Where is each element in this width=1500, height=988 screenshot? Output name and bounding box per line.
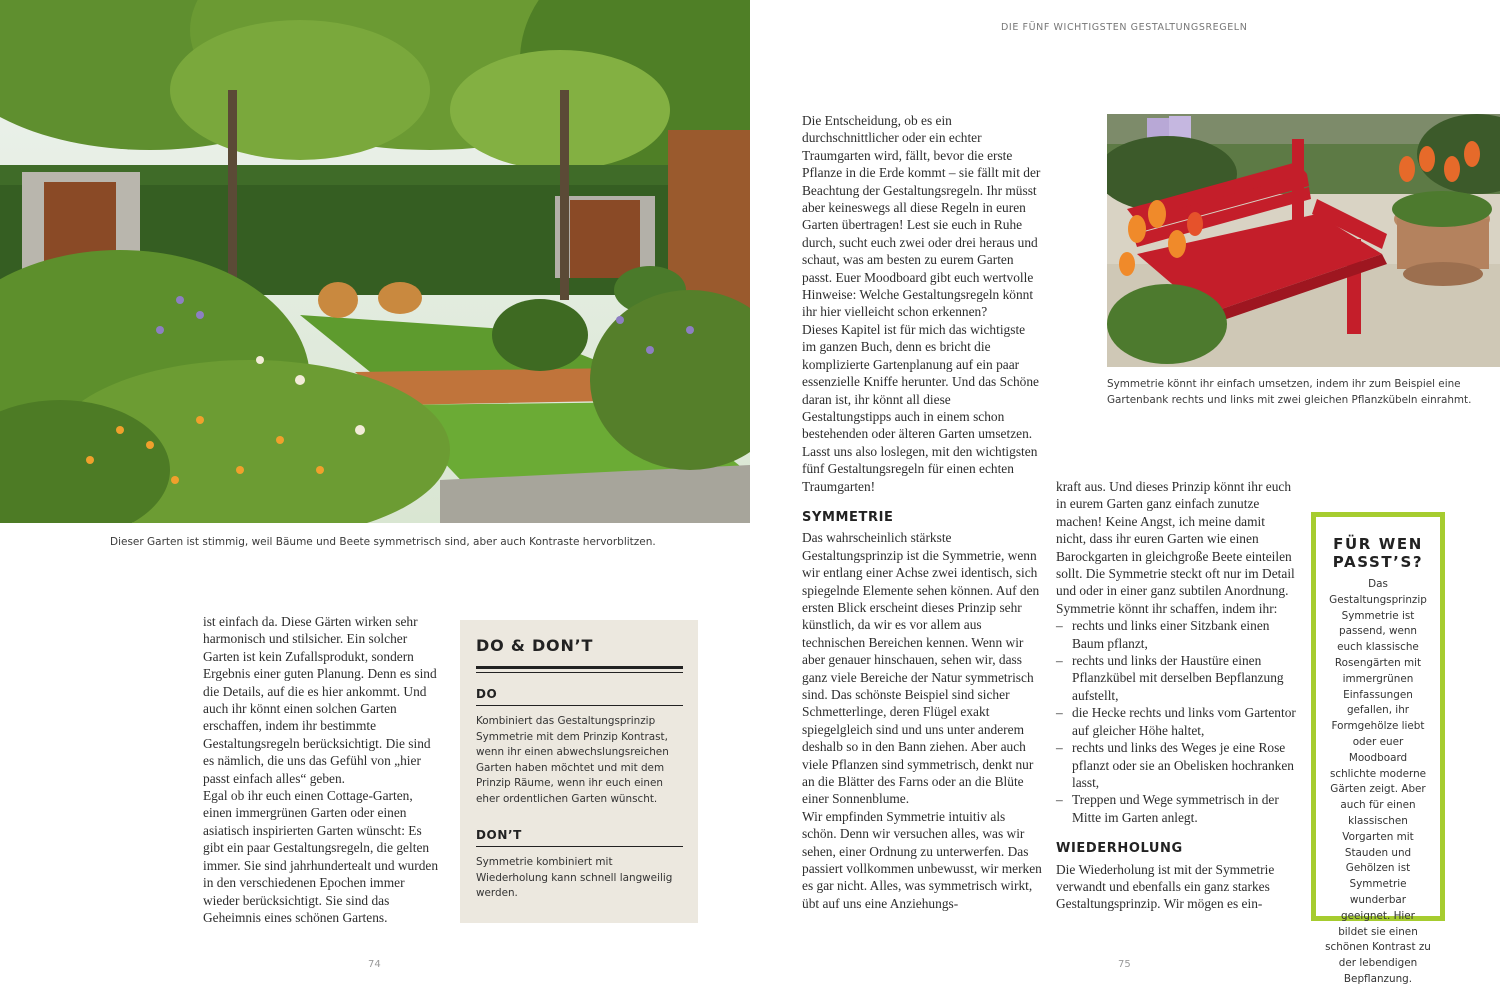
bench-photo [1107, 114, 1500, 367]
page-number-right: 75 [1118, 959, 1131, 970]
bullet-item: – rechts und links der Haustüre einen Pflanzkübel mit derselben Bepflanzung aufstellt, [1056, 652, 1296, 704]
bullet-item: – Treppen und Wege symmetrisch in der Mitte im Garten anlegt. [1056, 791, 1296, 826]
garden-photo [0, 0, 750, 523]
do-dont-title-rule [476, 666, 683, 669]
symmetrie-bullet-list [1056, 617, 1296, 826]
do-rule [476, 705, 683, 706]
dont-text: Symmetrie kombiniert mit Wiederholung kann schnell langweilig werden. [476, 856, 673, 900]
left-paragraph-2: Egal ob ihr euch einen Cottage-Garten, einen immergrünen Garten oder einen asiatisch inspirierten Garten wünscht: Es gibt ein paar Gestaltungsregeln, die gelten immer. Sie sind jahrhundertealt und wurden in den verschiedenen Epochen immer wieder berücksichtigt. Sie sind das Geheimnis eines schönen Gartens. [203, 788, 439, 925]
bullet-item: – rechts und links des Weges je eine Rose pflanzt oder sie an Obelisken hochranken lasst, [1056, 739, 1296, 791]
symmetrie-heading: SYMMETRIE [802, 509, 894, 525]
bullet-item: – die Hecke rechts und links vom Gartentor auf gleicher Höhe haltet, [1056, 704, 1296, 739]
do-dont-box [460, 620, 698, 923]
running-head: DIE FÜNF WICHTIGSTEN GESTALTUNGSREGELN [1001, 22, 1248, 33]
bench-photo-caption: Symmetrie könnt ihr einfach umsetzen, indem ihr zum Beispiel eine Gartenbank rechts und links mit zwei gleichen Pflanzkübeln einrahmt. [1107, 378, 1472, 406]
page-number-left: 74 [368, 959, 381, 970]
do-heading: DO [476, 687, 498, 701]
garden-photo-caption: Dieser Garten ist stimmig, weil Bäume und Beete symmetrisch sind, aber auch Kontraste hervorblitzen. [110, 536, 656, 548]
left-body-text [203, 613, 439, 926]
wiederholung-paragraph: Die Wiederholung ist mit der Symmetrie verwandt und ebenfalls ein ganz starkes Gestaltungsprinzip. Wir mögen es ein- [1056, 861, 1275, 912]
symmetrie-paragraph-1: Das wahrscheinlich stärkste Gestaltungsprinzip ist die Symmetrie, wenn wir entlang einer Achse zwei identisch, sich spiegelnde Elemente sehen können. Auf den ersten Blick erscheint dieses Prinzip sehr künstlich, da wir es vor allem aus technischen Bereichen kennen. Wenn wir aber genauer hinschauen, sehen wir, dass ganz viele Bereiche der Natur symmetrisch sind. Das schönste Beispiel sind sicher Schmetterlinge, deren Flügel exakt spiegelgleich sind und uns unter anderem deshalb so in den Bann ziehen. Aber auch viele Pflanzen sind symmetrisch, denkt nur an die Blätter des Farns oder an die Blüte einer Sonnenblume. [802, 530, 1040, 807]
sidebar-text: Das Gestaltungsprinzip Symmetrie ist passend, wenn euch klassische Rosengärten mit immergrünen Einfassungen gefallen, ihr Formgehölze liebt oder euer Moodboard schlichte moderne Gärten zeigt. Aber auch für einen klassischen Vorgarten mit Stauden und Gehölzen ist Symmetrie wunderbar geeignet. Hier bildet sie einen schönen Kontrast zu der lebendigen Bepflanzung. [1325, 578, 1431, 985]
intro-paragraph-2: Dieses Kapitel ist für mich das wichtigste im ganzen Buch, denn es bricht die komplizierte Gartenplanung auf ein paar essenzielle Kniffe herunter. Und das Schöne daran ist, ihr könnt all diese Gestaltungstipps auch in einem schon bestehenden oder älteren Garten umsetzen. Lasst uns also loslegen, mit den wichtigsten fünf Gestaltungsregeln für einen echten Traumgarten! [802, 321, 1039, 494]
bullet-item: – rechts und links einer Sitzbank einen Baum pflanzt, [1056, 617, 1296, 652]
dont-heading: DON’T [476, 828, 522, 842]
right-column-1 [802, 112, 1042, 912]
right-column-2 [1056, 478, 1296, 913]
intro-paragraph-1: Die Entscheidung, ob es ein durchschnittlicher oder ein echter Traumgarten wird, fällt, bevor die erste Pflanze in die Erde kommt – sie fällt mit der Beachtung der Gestaltungsregeln. Ihr müsst aber keineswegs all diese Regeln in euren Garten übertragen! Lest sie euch in Ruhe durch, sucht euch zwei oder drei heraus und schaut, was am besten zu eurem Garten passt. Euer Moodboard gibt euch wertvolle Hinweise: Welche Gestaltungsregeln könnt ihr hier vielleicht schon erkennen? [802, 113, 1041, 320]
symmetrie-paragraph-2: Wir empfinden Symmetrie intuitiv als schön. Denn wir versuchen alles, was wir sehen, einer Ordnung zu unterwerfen. Das passiert vollkommen unbewusst, wir merken es gar nicht. Alles, was symmetrisch wirkt, übt auf uns eine Anziehungs- [802, 808, 1042, 911]
left-paragraph-1: ist einfach da. Diese Gärten wirken sehr harmonisch und stilsicher. Ein solcher Garten ist kein Zufallsprodukt, sondern Ergebnis einer guten Planung. Denn es sind die Details, auf die es hier ankommt. Und auch ihr könnt einen solchen Garten erschaffen, indem ihr bestimmte Gestaltungsregeln berücksichtigt. Die sind es nämlich, die uns das Gefühl von „hier passt einfach alles“ geben. [203, 614, 437, 786]
garden-illustration [0, 0, 750, 523]
fuer-wen-passts-box [1311, 512, 1445, 985]
do-dont-title: DO & DON’T [476, 636, 594, 655]
sidebar-title: FÜR WEN PASST’S? [1332, 535, 1424, 571]
do-text: Kombiniert das Gestaltungsprinzip Symmetrie mit dem Prinzip Kontrast, wenn ihr einen abwechslungsreichen Garten haben möchtet und mit dem Prinzip Räume, wenn ihr euch einen eher ordentlichen Garten wünscht. [476, 715, 669, 805]
col2-paragraph-2: Symmetrie könnt ihr schaffen, indem ihr: [1056, 600, 1278, 616]
bench-illustration [1107, 114, 1500, 367]
wiederholung-heading: WIEDERHOLUNG [1056, 841, 1183, 857]
dont-rule [476, 846, 683, 847]
do-dont-title-rule-thin [476, 672, 683, 673]
col2-paragraph-1: kraft aus. Und dieses Prinzip könnt ihr euch in eurem Garten ganz einfach zunutze machen! Keine Angst, ich meine damit nicht, dass ihr euren Garten wie einen Barockgarten in gleichgroße Beete einteilen sollt. Die Symmetrie steckt oft nur im Detail und oder in einer ganz subtilen Anordnung. [1056, 479, 1295, 599]
